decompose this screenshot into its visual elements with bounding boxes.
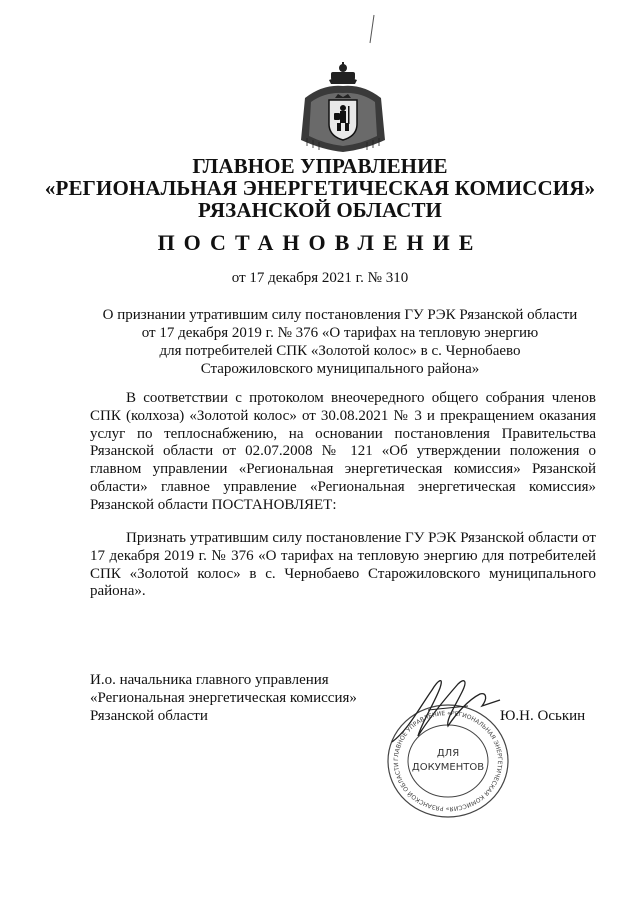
- coat-of-arms-icon: [293, 62, 393, 156]
- subject-line2: от 17 декабря 2019 г. № 376 «О тарифах на тепловую энергию: [141, 325, 539, 341]
- handwritten-signature: [388, 670, 508, 750]
- org-name-line2: «РЕГИОНАЛЬНАЯ ЭНЕРГЕТИЧЕСКАЯ КОМИССИЯ»: [44, 176, 596, 200]
- signatory-title-line1: И.о. начальника главного управления: [90, 672, 329, 688]
- preamble-paragraph: В соответствии с протоколом внеочередного общего собрания членов СПК (колхоза) «Золотой колос» от 30.08.2021 № 3 и прекращением оказания услуг по теплоснабжению, на основании постановления Правительства Рязанской области от 02.07.2008 № 121 «Об утверждении положения о главном управлении «Региональная энергетическая комиссия» Рязанской области» главное управление «Региональная энергетическая комиссия» Рязанской области ПОСТАНОВЛЯЕТ:: [90, 390, 596, 513]
- org-name-line1: ГЛАВНОЕ УПРАВЛЕНИЕ: [192, 154, 448, 178]
- signatory-title-line2: «Региональная энергетическая комиссия»: [90, 690, 357, 706]
- signatory-title-line3: Рязанской области: [90, 708, 208, 724]
- resolution-paragraph: Признать утратившим силу постановление ГУ РЭК Рязанской области от 17 декабря 2019 г. № 376 «О тарифах на тепловую энергию для потребителей СПК «Золотой колос» в с. Чернобаево Старожиловского муниципального района».: [90, 530, 596, 600]
- stamp-center-line2: ДОКУМЕНТОВ: [411, 762, 485, 773]
- org-name-line3: РЯЗАНСКОЙ ОБЛАСТИ: [198, 198, 442, 222]
- stamp-ring-text: ГЛАВНОЕ УПРАВЛЕНИЕ «РЕГИОНАЛЬНАЯ ЭНЕРГЕТИЧЕСКАЯ КОМИССИЯ» РЯЗАНСКОЙ ОБЛАСТИ: [392, 709, 504, 813]
- document-type-title: ПОСТАНОВЛЕНИЕ: [157, 230, 483, 255]
- stamp-center-line1: ДЛЯ: [436, 748, 460, 759]
- subject-line1: О признании утратившим силу постановления ГУ РЭК Рязанской области: [102, 307, 578, 323]
- subject-line3: для потребителей СПК «Золотой колос» в с. Чернобаево: [159, 343, 521, 359]
- date-and-number: от 17 декабря 2021 г. № 310: [231, 270, 409, 286]
- pen-stroke-mark: [368, 14, 376, 44]
- signatory-name: Ю.Н. Оськин: [500, 708, 586, 724]
- subject-line4: Старожиловского муниципального района»: [200, 361, 480, 377]
